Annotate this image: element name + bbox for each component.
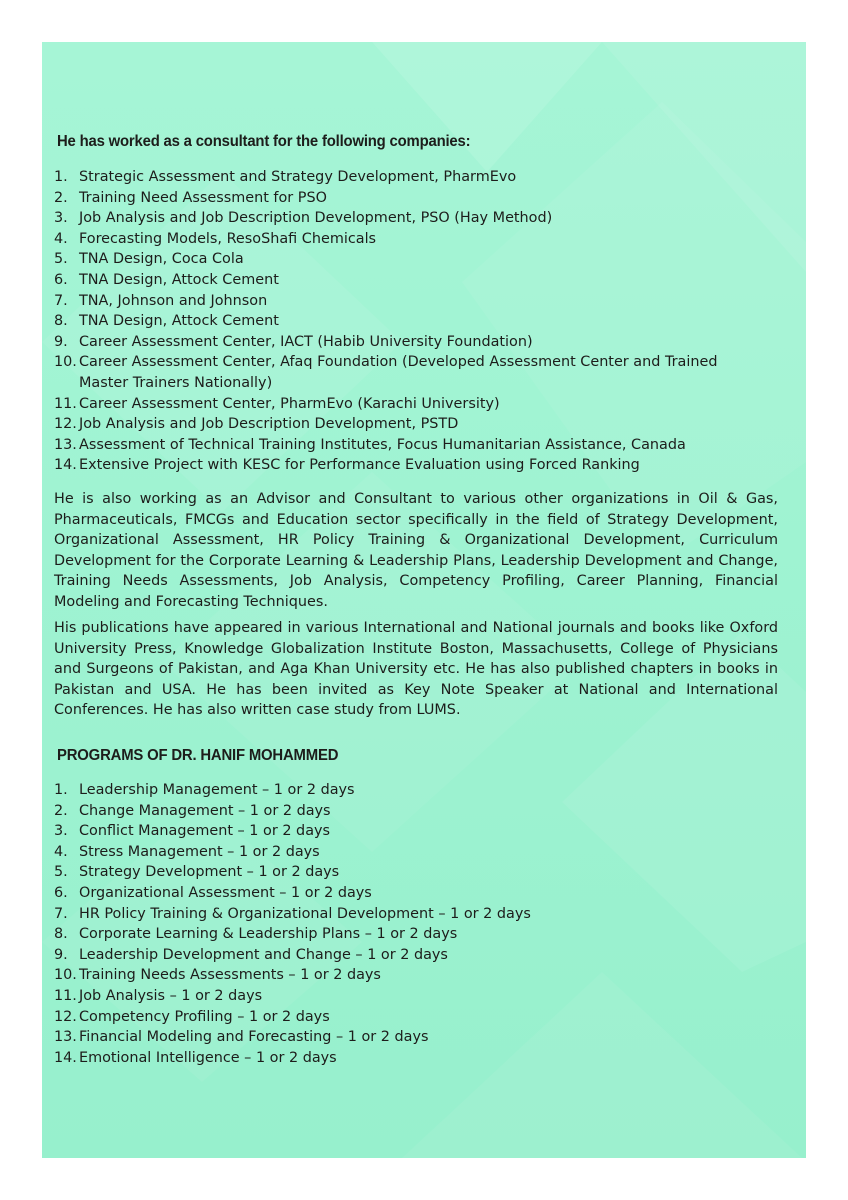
list-item: 8. Corporate Learning & Leadership Plans – 1 or 2 days bbox=[54, 926, 458, 943]
list-item: 7. TNA, Johnson and Johnson bbox=[54, 292, 268, 309]
list-item: 9. Career Assessment Center, IACT (Habib University Foundation) bbox=[54, 333, 533, 350]
list-item: 6. TNA Design, Attock Cement bbox=[54, 271, 279, 288]
list-item: 10. Career Assessment Center, Afaq Foundation (Developed Assessment Center and Trained Master Trainers Nationally) bbox=[54, 354, 718, 391]
publications-paragraph: His publications have appeared in various International and National journals and books like Oxford University Press, Knowledge Globalization Institute Boston, Massachusetts, College of Physicians and Surgeons of Pakistan, and Aga Khan University etc. He has also published chapters in books in Pakistan and USA. He has been invited as Key Note Speaker at National and International Conferences. He has also written case study from LUMS. bbox=[54, 620, 778, 719]
list-item: 6. Organizational Assessment – 1 or 2 days bbox=[54, 884, 372, 901]
list-item: 2. Change Management – 1 or 2 days bbox=[54, 802, 331, 819]
list-item: 5. Strategy Development – 1 or 2 days bbox=[54, 864, 340, 881]
list-item: 11. Job Analysis – 1 or 2 days bbox=[54, 987, 263, 1004]
list-item: 5. TNA Design, Coca Cola bbox=[54, 251, 244, 268]
list-item: 8. TNA Design, Attock Cement bbox=[54, 313, 279, 330]
list-item: 13. Financial Modeling and Forecasting – 1 or 2 days bbox=[54, 1029, 429, 1046]
content bbox=[42, 42, 806, 1158]
list-item: 14. Emotional Intelligence – 1 or 2 days bbox=[54, 1049, 337, 1066]
list-item: 12. Job Analysis and Job Description Development, PSTD bbox=[54, 416, 459, 433]
list-item: 1. Strategic Assessment and Strategy Development, PharmEvo bbox=[54, 169, 517, 185]
consultancy-list bbox=[54, 167, 717, 476]
list-item: 3. Job Analysis and Job Description Development, PSO (Hay Method) bbox=[54, 210, 553, 227]
list-item: 14. Extensive Project with KESC for Performance Evaluation using Forced Ranking bbox=[54, 457, 640, 474]
list-item: 4. Stress Management – 1 or 2 days bbox=[54, 843, 320, 860]
programs-heading: PROGRAMS OF DR. HANIF MOHAMMED bbox=[57, 747, 339, 764]
list-item: 4. Forecasting Models, ResoShafi Chemicals bbox=[54, 230, 377, 247]
list-item: 12. Competency Profiling – 1 or 2 days bbox=[54, 1008, 330, 1025]
list-item: 2. Training Need Assessment for PSO bbox=[54, 189, 327, 206]
list-item: 13. Assessment of Technical Training Institutes, Focus Humanitarian Assistance, Canada bbox=[54, 436, 686, 453]
list-item: 7. HR Policy Training & Organizational Development – 1 or 2 days bbox=[54, 905, 531, 922]
advisor-paragraph: He is also working as an Advisor and Consultant to various other organizations in Oil & Gas, Pharmaceuticals, FMCGs and Education sector specifically in the field of Strategy Development, Organizational Assessment, HR Policy Training & Organizational Development, Curriculum Development for the Corporate Learning & Leadership Plans, Leadership Development and Change, Training Needs Assessments, Job Analysis, Competency Profiling, Career Planning, Financial Modeling and Forecasting Techniques. bbox=[54, 491, 778, 610]
list-item: 1. Leadership Management – 1 or 2 days bbox=[54, 782, 355, 798]
consultancy-heading: He has worked as a consultant for the following companies: bbox=[57, 133, 471, 150]
programs-list bbox=[54, 780, 531, 1068]
list-item: 3. Conflict Management – 1 or 2 days bbox=[54, 823, 331, 840]
list-item: 10. Training Needs Assessments – 1 or 2 days bbox=[54, 967, 381, 984]
list-item: 9. Leadership Development and Change – 1 or 2 days bbox=[54, 946, 448, 963]
document-page bbox=[42, 42, 806, 1158]
list-item: 11. Career Assessment Center, PharmEvo (Karachi University) bbox=[54, 395, 500, 412]
